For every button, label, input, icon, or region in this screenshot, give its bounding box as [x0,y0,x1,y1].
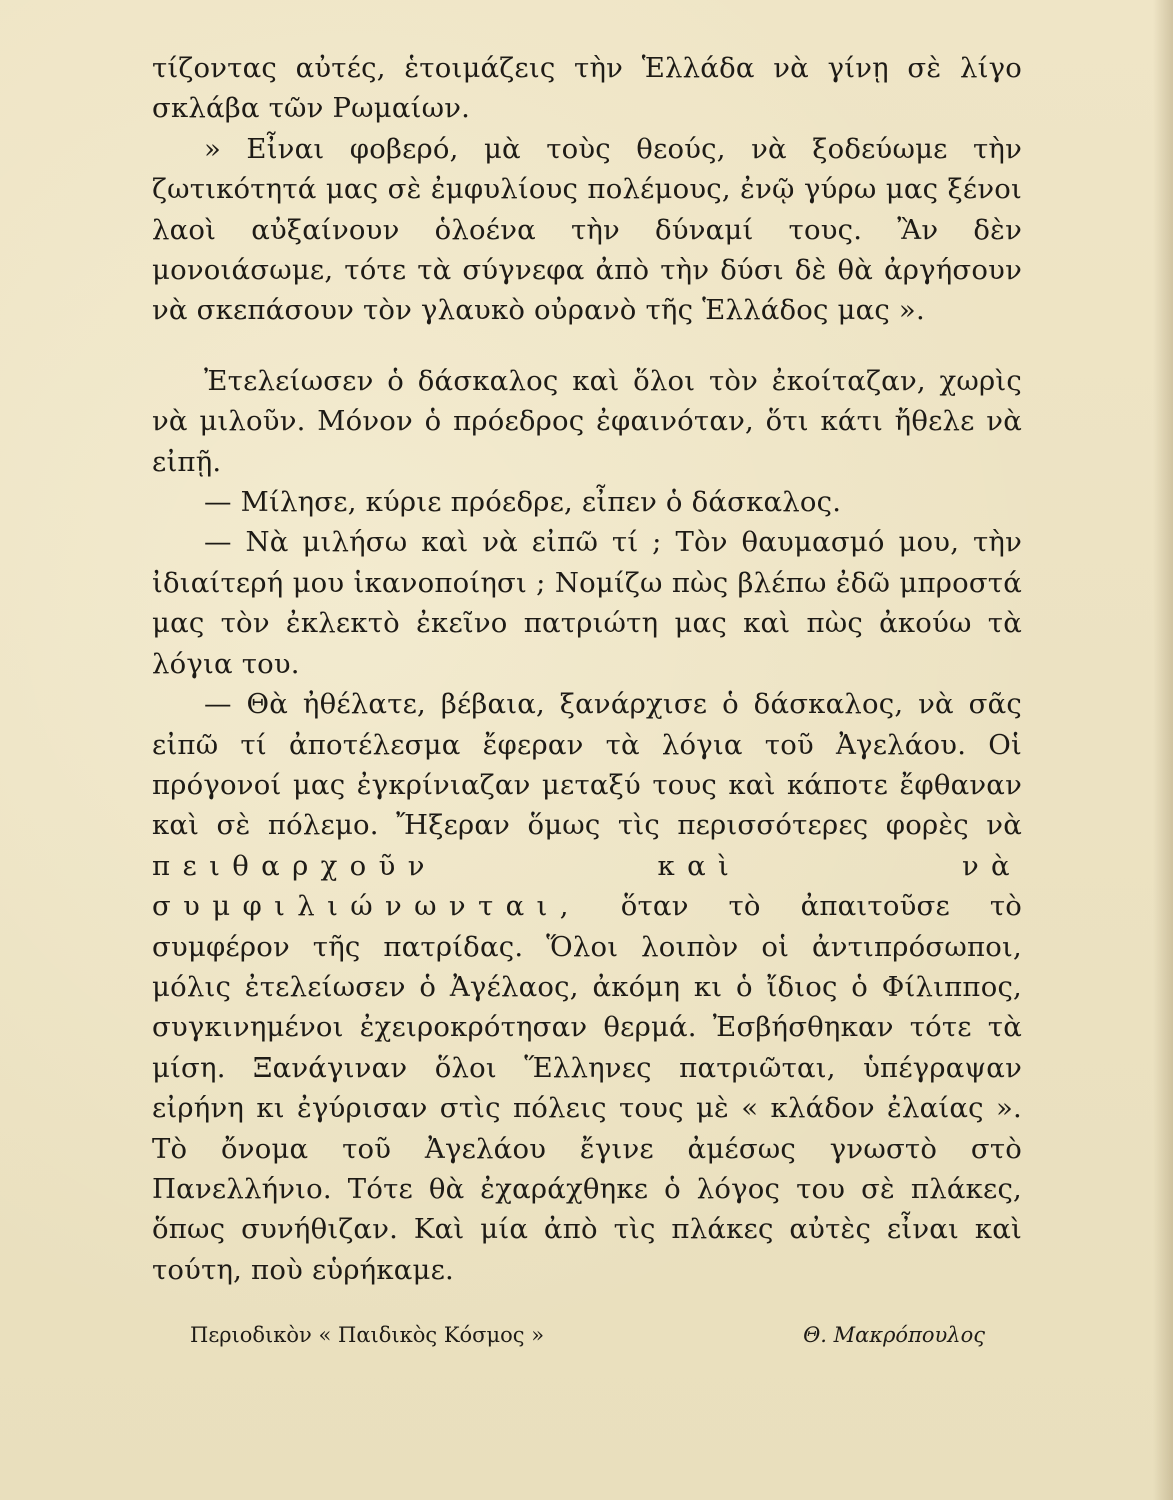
story-text-part-a: — Θὰ ἠθέλατε, βέβαια, ξανάρχισε ὁ δάσκαλος, νὰ σᾶς εἰπῶ τί ἀποτέλεσμα ἔφεραν τὰ λόγια τοῦ Ἀγελάου. Οἱ πρόγονοί μας ἐγκρίνιαζαν μεταξύ τους καὶ κάποτε ἔφθαναν καὶ σὲ πόλεμο. Ἤξεραν ὅμως τὶς περισσότερες φορὲς νὰ [152,688,1022,842]
paragraph-narration: Ἐτελείωσεν ὁ δάσκαλος καὶ ὅλοι τὸν ἐκοίταζαν, χωρὶς νὰ μιλοῦν. Μόνον ὁ πρόεδρος ἐφαινόταν, ὅτι κάτι ἤθελε νὰ εἰπῇ. [152,364,1022,478]
paragraph-speech-end: » Εἶναι φοβερό, μὰ τοὺς θεούς, νὰ ξοδεύωμε τὴν ζωτικότητά μας σὲ ἐμφυλίους πολέμους, ἐνῷ γύρω μας ξένοι λαοὶ αὐξαίνουν ὁλοένα τὴν δύναμί τους. Ἂν δὲν μονοιάσωμε, τότε τὰ σύγνεφα ἀπὸ τὴν δύσι δὲ θὰ ἀργήσουν νὰ σκεπάσουν τὸν γλαυκὸ οὐρανὸ τῆς Ἑλλάδος μας ». [152,132,1022,327]
body-text [152,48,1022,1290]
source-citation: Περιοδικὸν « Παιδικὸς Κόσμος » [190,1323,545,1347]
paragraph-continuation: τίζοντας αὐτές, ἑτοιμάζεις τὴν Ἑλλάδα νὰ γίνῃ σὲ λίγο σκλάβα τῶν Ρωμαίων. [152,52,1022,125]
paragraph-dialogue-teacher: — Μίλησε, κύριε πρόεδρε, εἶπεν ὁ δάσκαλος. [204,486,842,519]
author-name: Θ. Μακρόπουλος [803,1323,985,1347]
story-text-part-b: ὅταν τὸ ἀπαιτοῦσε τὸ συμφέρον τῆς πατρίδας. Ὅλοι λοιπὸν οἱ ἀντιπρόσωποι, μόλις ἐτελείωσεν ὁ Ἀγέλαος, ἀκόμη κι ὁ ἴδιος ὁ Φίλιππος, συγκινημένοι ἐχειροκρότησαν θερμά. Ἐσβήσθηκαν τότε τὰ μίση. Ξανάγιναν ὅλοι Ἕλληνες πατριῶται, ὑπέγραψαν εἰρήνη κι ἐγύρισαν στὶς πόλεις τους μὲ « κλάδον ἐλαίας ». Τὸ ὄνομα τοῦ Ἀγελάου ἔγινε ἀμέσως γνωστὸ στὸ Πανελλήνιο. Τότε θὰ ἐχαράχθηκε ὁ λόγος του σὲ πλάκες, ὅπως συνήθιζαν. Καὶ μία ἀπὸ τὶς πλάκες αὐτὲς εἶναι καὶ τούτη, ποὺ εὑρήκαμε. [152,890,1022,1286]
page-edge-shadow [1153,0,1173,1500]
page-footer [190,1323,985,1347]
section-gap [152,331,1022,361]
emphasized-spaced-text: πειθαρχοῦν καὶ νὰ συμφιλιώνωνται, [152,849,1022,923]
paragraph-teacher-story [152,684,1022,1290]
paragraph-dialogue-president: — Νὰ μιλήσω καὶ νὰ εἰπῶ τί ; Τὸν θαυμασμό μου, τὴν ἰδιαίτερή μου ἱκανοποίησι ; Νομίζω πὼς βλέπω ἐδῶ μπροστά μας τὸν ἐκλεκτὸ ἐκεῖνο πατριώτη μας καὶ πὼς ἀκούω τὰ λόγια του. [152,526,1022,680]
